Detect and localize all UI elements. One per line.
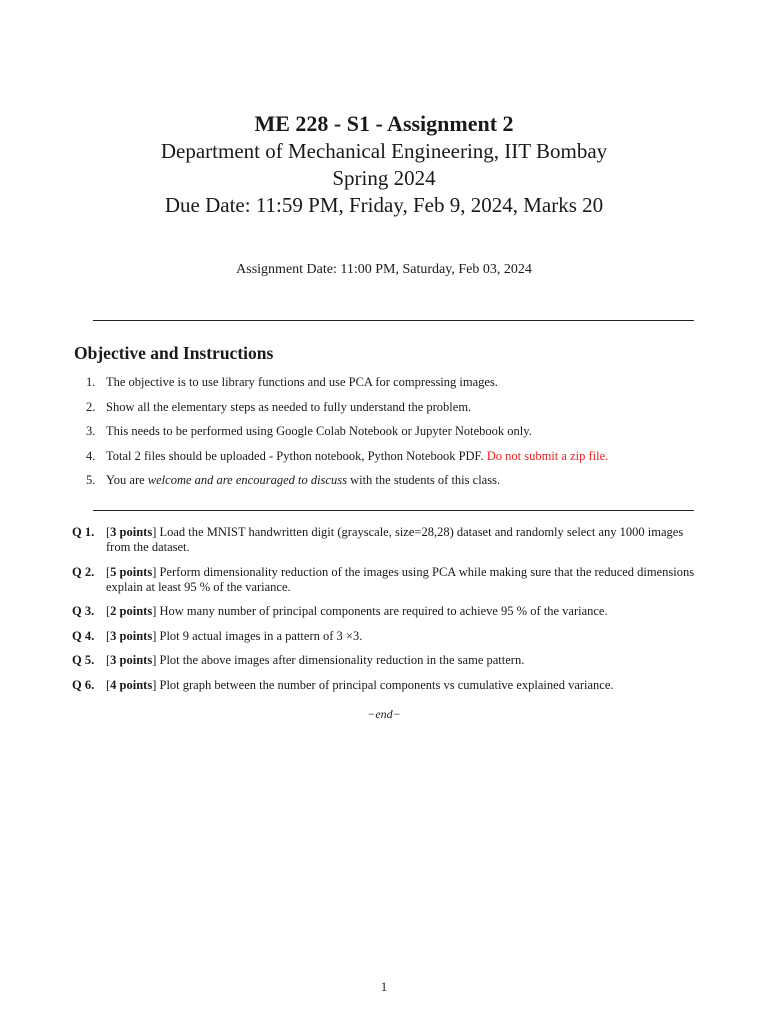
- question-points: 5 points: [110, 564, 153, 579]
- question-text: Perform dimensionality reduction of the images using PCA while making sure that the reduced dimensions explain at least 95 % of the variance.: [106, 564, 695, 594]
- item-text-emphasis: welcome and are encouraged to discuss: [147, 473, 347, 487]
- question-2: Q 2. [5 points] Perform dimensionality reduction of the images using PCA while making sure that the reduced dimensions explain at least 95 % of the variance.: [72, 564, 695, 594]
- question-points: 3 points: [110, 628, 153, 643]
- department-line: Department of Mechanical Engineering, IIT Bombay: [160, 139, 608, 163]
- question-points: 3 points: [110, 525, 153, 539]
- question-number: Q 2.: [72, 564, 95, 579]
- question-number: Q 6.: [72, 677, 95, 692]
- item-number: 1.: [86, 375, 96, 389]
- item-number: 2.: [86, 399, 96, 414]
- item-text: The objective is to use library functions and use PCA for compressing images.: [106, 375, 498, 389]
- question-text: How many number of principal components are required to achieve 95 % of the variance.: [159, 604, 608, 618]
- top-divider: [93, 320, 694, 321]
- instructions-list: [86, 374, 706, 497]
- item-number: 3.: [86, 424, 96, 438]
- questions-list: [72, 525, 697, 702]
- question-text: Plot 9 actual images in a pattern of 3 ×3.: [159, 628, 363, 643]
- list-item: [86, 448, 706, 473]
- question-text: Load the MNIST handwritten digit (grayscale, size=28,28) dataset and randomly select any 1000 images from the dataset.: [106, 525, 684, 554]
- question-points: 2 points: [110, 604, 153, 618]
- list-item: [86, 472, 706, 497]
- due-date-line: Due Date: 11:59 PM, Friday, Feb 9, 2024, Marks 20: [164, 193, 604, 217]
- list-item: [86, 423, 706, 448]
- question-3: Q 3. [2 points] How many number of principal components are required to achieve 95 % of the variance.: [72, 604, 608, 618]
- question-points: 4 points: [110, 677, 153, 692]
- item-text-post: with the students of this class.: [350, 473, 501, 487]
- zip-warning: Do not submit a zip file.: [486, 448, 609, 463]
- middle-divider: [93, 510, 694, 511]
- question-5: Q 5. [3 points] Plot the above images after dimensionality reduction in the same pattern.: [72, 653, 525, 667]
- list-item: [86, 374, 706, 399]
- question-number: Q 5.: [72, 653, 95, 667]
- end-marker: −end−: [367, 707, 401, 721]
- page-number: 1: [380, 980, 388, 994]
- item-number: 4.: [86, 448, 96, 463]
- term-line: Spring 2024: [332, 166, 436, 190]
- item-text: Show all the elementary steps as needed to fully understand the problem.: [106, 399, 472, 414]
- assignment-title: ME 228 - S1 - Assignment 2: [254, 111, 514, 136]
- item-text-pre: You are: [106, 473, 145, 487]
- item-number: 5.: [86, 473, 96, 487]
- question-number: Q 3.: [72, 604, 95, 618]
- assignment-date: Assignment Date: 11:00 PM, Saturday, Feb 03, 2024: [236, 262, 532, 277]
- list-item: [86, 399, 706, 424]
- question-6: Q 6. [4 points] Plot graph between the number of principal components vs cumulative explained variance.: [72, 677, 614, 692]
- question-number: Q 4.: [72, 628, 95, 643]
- question-text: Plot the above images after dimensionality reduction in the same pattern.: [159, 653, 525, 667]
- question-4: Q 4. [3 points] Plot 9 actual images in a pattern of 3 ×3.: [72, 628, 363, 643]
- question-points: 3 points: [110, 653, 153, 667]
- section-heading: Objective and Instructions: [74, 343, 274, 363]
- item-text: Total 2 files should be uploaded - Python notebook, Python Notebook PDF.: [106, 448, 484, 463]
- question-text: Plot graph between the number of principal components vs cumulative explained variance.: [159, 677, 614, 692]
- title-block: [0, 110, 768, 219]
- item-text: This needs to be performed using Google Colab Notebook or Jupyter Notebook only.: [106, 424, 532, 438]
- question-number: Q 1.: [72, 525, 95, 539]
- question-1: Q 1. [3 points] Load the MNIST handwritten digit (grayscale, size=28,28) dataset and randomly select any 1000 images from the dataset.: [72, 525, 684, 554]
